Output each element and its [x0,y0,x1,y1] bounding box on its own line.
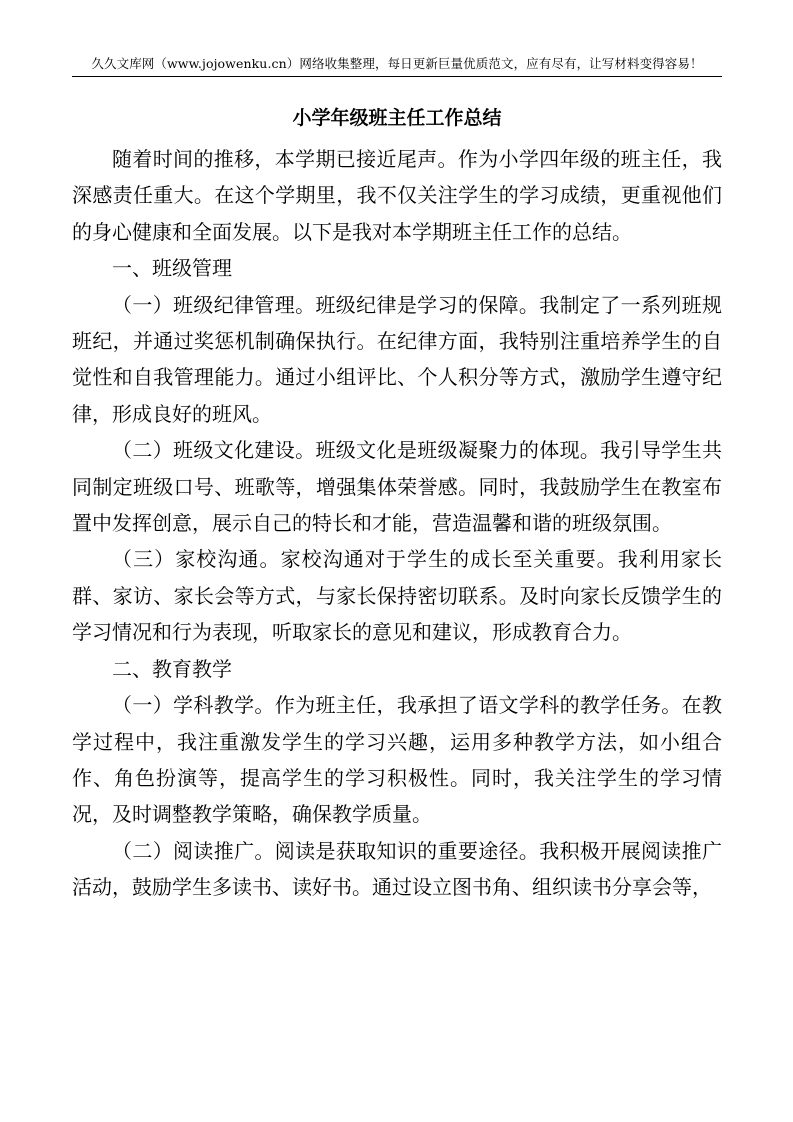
document-title: 小学年级班主任工作总结 [292,107,502,129]
document-body [72,141,722,906]
section-heading-class-management: 一、班级管理 [112,256,232,281]
page-header: 久久文库网（www.jojowenku.cn）网络收集整理，每日更新巨量优质范文，应有尽有，让写材料变得容易！ [91,56,703,71]
intro-paragraph: 随着时间的推移，本学期已接近尾声。作为小学四年级的班主任，我深感责任重大。在这个学期里，我不仅关注学生的学习成绩，更重视他们的身心健康和全面发展。以下是我对本学期班主任工作的总结。 [72,147,722,244]
paragraph-home-school-communication: （三）家校沟通。家校沟通对于学生的成长至关重要。我利用家长群、家访、家长会等方式，与家长保持密切联系。及时向家长反馈学生的学习情况和行为表现，听取家长的意见和建议，形成教育合力。 [72,547,722,645]
paragraph-discipline-management: （一）班级纪律管理。班级纪律是学习的保障。我制定了一系列班规班纪，并通过奖惩机制确保执行。在纪律方面，我特别注重培养学生的自觉性和自我管理能力。通过小组评比、个人积分等方式，激励学生遵守纪律，形成良好的班风。 [72,292,722,426]
paragraph-subject-teaching: （一）学科教学。作为班主任，我承担了语文学科的教学任务。在教学过程中，我注重激发学生的学习兴趣，运用多种教学方法，如小组合作、角色扮演等，提高学生的学习积极性。同时，我关注学生的学习情况，及时调整教学策略，确保教学质量。 [72,693,722,827]
section-heading-teaching: 二、教育教学 [112,656,232,681]
paragraph-class-culture: （二）班级文化建设。班级文化是班级凝聚力的体现。我引导学生共同制定班级口号、班歌等，增强集体荣誉感。同时，我鼓励学生在教室布置中发挥创意，展示自己的特长和才能，营造温馨和谐的班级氛围。 [72,438,722,536]
header-divider [72,76,722,77]
paragraph-reading-promotion: （二）阅读推广。阅读是获取知识的重要途径。我积极开展阅读推广活动，鼓励学生多读书、读好书。通过设立图书角、组织读书分享会等， [72,838,722,900]
